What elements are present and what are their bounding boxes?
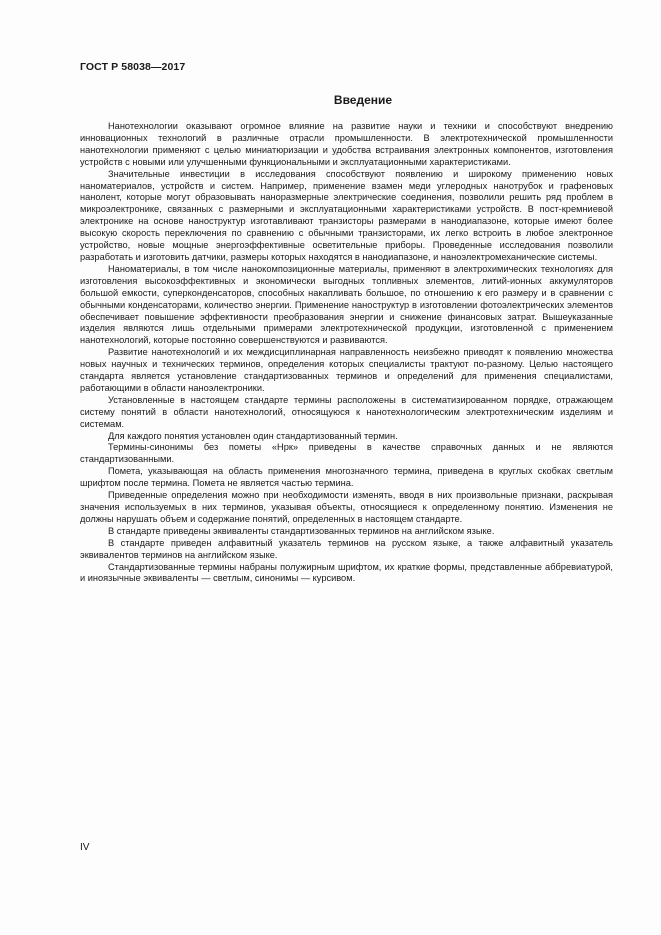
paragraph-10: В стандарте приведены эквиваленты стандартизованных терминов на английском языке.: [108, 525, 495, 536]
page-number: IV: [80, 842, 90, 853]
paragraph-1: Нанотехнологии оказывают огромное влияние на развитие науки и техники и способствуют внедрению инновационных технологий в различные отрасли промышленности. В электротехнической промышленности нанотехнологии применяют с целью миниатюризации и удобства встраивания электронных компонентов, изготовления устройств с новыми или улучшенными функциональными и эксплуатационными характеристиками.: [80, 121, 613, 167]
standard-code-header: ГОСТ Р 58038—2017: [80, 61, 186, 73]
introduction-body: [80, 121, 613, 585]
paragraph-2: Значительные инвестиции в исследования способствуют появлению и широкому применению новых наноматериалов, устройств и систем. Например, применение взамен меди углеродных нанотрубок и графеновых нанолент, которые могут образовывать наноразмерные электрические соединения, позволили решить ряд проблем в микроэлектронике, связанных с размерными и эксплуатационными характеристиками устройств. В пост-кремниевой электронике на основе наноструктур изготавливают транзисторы размерами в нанодиапазоне, которые имеют более высокую скорость переключения по сравнению с обычными транзисторами, их легко встроить в любое электронное устройство, новые мощные энергоэффективные осветительные приборы. Проведенные исследования позволили разработать и изготовить датчики, размеры которых находятся в нанодиапазоне, и наноэлектромеханические системы.: [80, 168, 613, 262]
paragraph-3: Наноматериалы, в том числе нанокомпозиционные материалы, применяют в электрохимических технологиях для изготовления высокоэффективных и экономически выгодных топливных элементов, литий-ионных аккумуляторов большой емкости, суперконденсаторов, способных накапливать большое, по отношению к его размеру и в сравнении с обычными конденсаторами, количество энергии. Применение наноструктур в изготовлении фотоэлектрических элементов обеспечивает повышение эффективности преобразования энергии и снижение финансовых затрат. Вышеуказанные изделия являются лишь отдельными примерами электротехнической продукции, изготовленной с применением нанотехнологий, которые постоянно совершенствуются и развиваются.: [80, 263, 613, 346]
paragraph-8: Помета, указывающая на область применения многозначного термина, приведена в круглых скобках светлым шрифтом после термина. Помета не является частью термина.: [80, 466, 613, 489]
paragraph-11: В стандарте приведен алфавитный указатель терминов на русском языке, а также алфавитный указатель эквивалентов терминов на английском языке.: [80, 537, 613, 560]
section-title: Введение: [333, 93, 393, 107]
paragraph-9: Приведенные определения можно при необходимости изменять, вводя в них произвольные признаки, раскрывая значения используемых в них терминов, указывая объекты, относящиеся к определенному понятию. Изменения не должны нарушать объем и содержание понятий, определенных в настоящем стандарте.: [80, 490, 613, 524]
paragraph-5: Установленные в настоящем стандарте термины расположены в систематизированном порядке, отражающем систему понятий в области нанотехнологий, относящуюся к нанотехнологическим электротехническим изделиям и системам.: [80, 394, 613, 429]
paragraph-6: Для каждого понятия установлен один стандартизованный термин.: [108, 430, 398, 441]
paragraph-12: Стандартизованные термины набраны полужирным шрифтом, их краткие формы, представленные аббревиатурой, и иноязычные эквиваленты — светлым, синонимы — курсивом.: [80, 561, 613, 584]
paragraph-4: Развитие нанотехнологий и их междисциплинарная направленность неизбежно приводят к появлению множества новых научных и технических терминов, определения которых специалисты трактуют по-разному. Целью настоящего стандарта является установление стандартизованных терминов и определений для применения специалистами, работающими в области наноэлектроники.: [80, 347, 613, 393]
paragraph-7: Термины-синонимы без пометы «Нрк» приведены в качестве справочных данных и не являются стандартизованными.: [80, 442, 613, 465]
